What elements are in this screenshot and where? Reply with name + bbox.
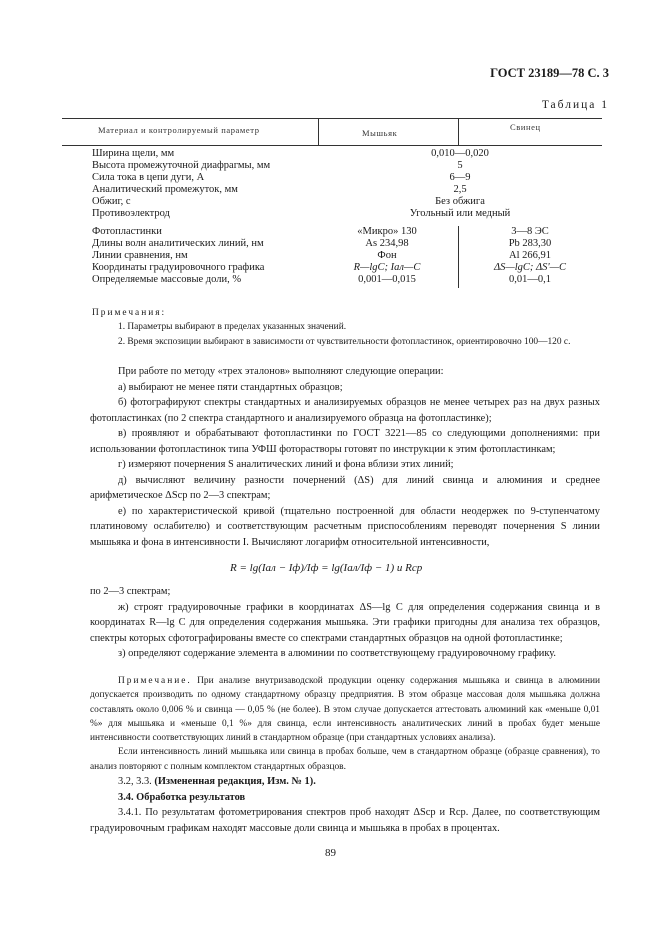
- row-lead: 3—8 ЭС: [511, 226, 549, 237]
- table-header-param: Материал и контролируемый параметр: [98, 125, 260, 135]
- table-top-rule: [62, 118, 602, 119]
- row-arsenic: 0,001—0,015: [358, 274, 416, 285]
- row-value: Угольный или медный: [409, 208, 511, 219]
- row-lead: ΔS—lgC; ΔS'—C: [493, 262, 567, 273]
- table-notes: [90, 306, 600, 349]
- row-value: 0,010—0,020: [431, 148, 489, 159]
- row-param: Линии сравнения, нм: [92, 250, 188, 261]
- section-3-4: [90, 774, 600, 836]
- paragraph-z: з) определяют содержание элемента в алюминии по соответствующему градуировочному графику.: [118, 648, 557, 659]
- row-param: Определяемые массовые доли, %: [92, 274, 242, 285]
- formula-text: R = lg(Iал − Iф)/Iф = lg(Iал/Iф − 1) и Rср: [230, 562, 423, 574]
- note-item: 2. Время экспозиции выбирают в зависимости от чувствительности фотопластинок, ориентировочно 100—120 с.: [118, 336, 571, 347]
- row-param: Ширина щели, мм: [92, 148, 175, 159]
- row-arsenic: Фон: [377, 250, 397, 261]
- row-param: Высота промежуточной диафрагмы, мм: [92, 160, 271, 171]
- row-param: Аналитический промежуток, мм: [92, 184, 238, 195]
- row-value: 5: [457, 160, 463, 171]
- note-2-text: При анализе внутризаводской продукции оценку содержания мышьяка и свинца в алюминии допускается производить по одному стандартному образцу предприятия. В этом образце массовая доля мышьяка должна составлять около 0,006 % и свинца — 0,05 % (не более). В этом случае допускается аттестовать алюминий как «меньше 0,01 %» для мышьяка и «меньше 0,1 %» для свинца, если интенсивность аналитических линий в пробах будет меньше интенсивности соответствующих линий в стандартном образце (при стандартных условиях анализа).: [90, 676, 600, 744]
- note-2b: Если интенсивность линий мышьяка или свинца в пробах больше, чем в стандартном образце (образце сравнения), то анализ повторяют с полным комплектом стандартных образцов.: [90, 747, 600, 772]
- document-header: ГОСТ 23189—78 С. 3: [490, 66, 609, 80]
- row-param: Противоэлектрод: [92, 208, 170, 219]
- page-number: 89: [325, 847, 336, 859]
- note-2-label: Примечание.: [118, 676, 192, 686]
- table-header-rule: [62, 145, 602, 146]
- row-value: 2,5: [453, 184, 467, 195]
- table-col-divider-1: [318, 118, 319, 146]
- row-lead: Al 266,91: [509, 250, 551, 261]
- row-arsenic: As 234,98: [365, 238, 409, 249]
- paragraph-zh: ж) строят градуировочные графики в координатах ΔS—lg C для определения содержания свинца и в координатах R—lg C для определения содержания мышьяка. Эти графики пригодны для анализа тех образцов, спектры которых сфотографированы вместе со спектрами стандартных образцов на одной фотопластинке;: [90, 601, 600, 644]
- paragraph-d: д) вычисляют величину разности почернений (ΔS) для линий свинца и алюминия и среднее арифметическое ΔSср по 2—3 спектрам;: [90, 474, 600, 501]
- paragraph-g: г) измеряют почернения S аналитических линий и фона вблизи этих линий;: [118, 459, 454, 470]
- row-lead: Pb 283,30: [508, 238, 552, 249]
- paragraph-e: е) по характеристической кривой (тщательно построенной для области неодержек по 9-ступенчатому платиновому ослабителю) и соответствующим расчетным приспособлениям переводят почернения S линии мышьяка и фона в интенсивности I. Вычисляют логарифм относительной интенсивности,: [90, 505, 600, 548]
- formula: [230, 556, 450, 586]
- row-param: Координаты градуировочного графика: [92, 262, 265, 273]
- table-label: Таблица 1: [541, 99, 609, 111]
- p32-num: 3.2, 3.3.: [118, 776, 152, 787]
- row-param: Обжиг, с: [92, 196, 131, 207]
- paragraph-3-4-1: 3.4.1. По результатам фотометрирования спектров проб находят ΔSср и Rср. Далее, по соответствующим градуировочным графикам находят массовые доли свинца и мышьяка в пробах в процентах.: [90, 807, 600, 834]
- row-param: Длины волн аналитических линий, нм: [92, 238, 264, 249]
- row-value: 6—9: [449, 172, 471, 183]
- table-header-lead: Свинец: [510, 122, 541, 132]
- paragraph-intro: При работе по методу «трех эталонов» выполняют следующие операции:: [118, 366, 444, 377]
- paragraph-b: б) фотографируют спектры стандартных и анализируемых образцов не менее четырех раз на двух разных фотопластинках (по 2 спектра стандартного и анализируемого образца на фотопластинке);: [90, 397, 600, 424]
- note-item: 1. Параметры выбирают в пределах указанных значений.: [118, 322, 347, 333]
- row-value: Без обжига: [435, 196, 485, 207]
- row-param: Фотопластинки: [92, 226, 162, 237]
- notes-title: Примечания:: [92, 308, 167, 318]
- paragraph-after-formula: по 2—3 спектрам;: [90, 586, 171, 597]
- section-title-3-4: 3.4. Обработка результатов: [118, 791, 246, 803]
- method-paragraphs: [90, 364, 600, 550]
- row-param: Сила тока в цепи дуги, А: [92, 172, 205, 183]
- row-arsenic: R—lgC; Iал—C: [353, 262, 421, 273]
- paragraph-a: а) выбирают не менее пяти стандартных образцов;: [118, 381, 343, 393]
- table-col-divider-2: [458, 118, 459, 146]
- row-lead: 0,01—0,1: [509, 274, 551, 285]
- paragraph-v: в) проявляют и обрабатывают фотопластинки по ГОСТ 3221—85 со следующими дополнениями: при использовании фотопластинок типа УФШ фоторастворы готовят по инструкции к этим фотопластинкам;: [90, 428, 600, 455]
- p32-bold: (Измененная редакция, Изм. № 1).: [154, 776, 316, 787]
- method-paragraphs-2: [90, 584, 600, 662]
- note-2: [90, 674, 600, 774]
- row-arsenic: «Микро» 130: [357, 226, 417, 237]
- table-header-arsenic: Мышьяк: [362, 128, 398, 138]
